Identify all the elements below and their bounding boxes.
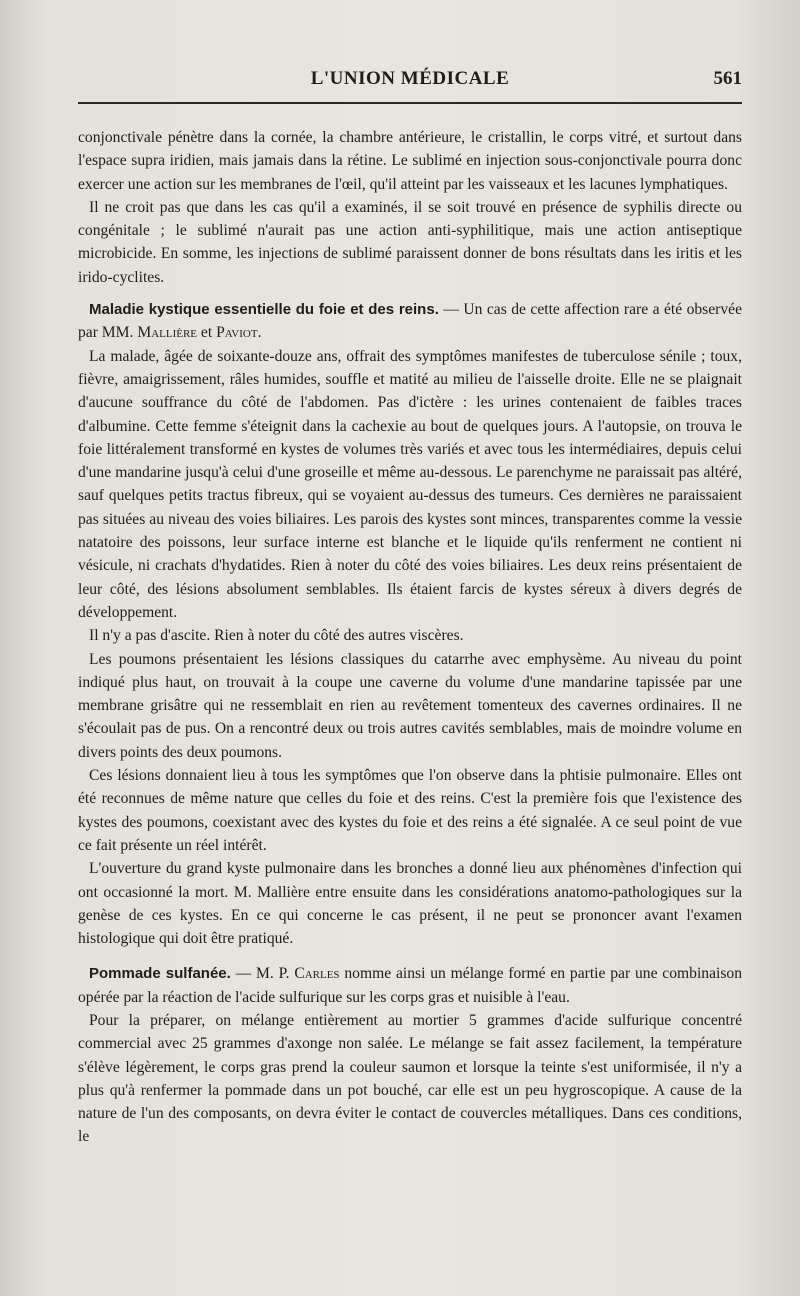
paragraph: La malade, âgée de soixante-douze ans, offrait des symptômes manifestes de tuberculose sénile ; toux, fièvre, amaigrissement, râles humides, souffle et matité au milieu de l'aisselle droite. Elle ne se plaignait d'aucune souffrance du côté de l'abdomen. Pas d'ictère : les urines contenaient de faibles traces d'albumine. Cette femme s'éteignit dans la cachexie au bout de quelques jours. A l'autopsie, on trouva le foie littéralement transformé en kystes de volumes très variés et avec tous les intermédiaires, depuis celui d'une mandarine jusqu'à celui d'une groseille et même au-dessous. Le parenchyme ne paraissait pas altéré, sauf quelques petits tractus fibreux, qui se voyaient au-dessus des tumeurs. Ces dernières ne paraissaient pas situées au niveau des voies biliaires. Les parois des kystes sont minces, transparentes comme la vessie natatoire des poissons, leur surface interne est blanche et le liquide qu'ils renferment ne contient ni vésicule, ni crachats d'hydatides. Rien à noter du côté des voies biliaires. Les deux reins présentaient de leur côté, des lésions absolument semblables. Ils étaient farcis de kystes séreux à divers degrés de développement.	[78, 347, 742, 621]
page-header	[78, 68, 742, 98]
paragraph: Les poumons présentaient les lésions classiques du catarrhe avec emphysème. Au niveau du point indiqué plus haut, on trouvait à la coupe une caverne du volume d'une mandarine tapissée par une membrane grisâtre qui ne ressemblait en rien au revêtement tomenteux des cavernes ordinaires. Il ne s'écoulait pas de pus. On a rencontré deux ou trois autres cavités semblables, mais de moindre volume en divers points des deux poumons.	[78, 650, 742, 761]
section-intro-text: — Un cas de cette affection rare a été observée par MM.	[78, 301, 742, 342]
section-intro-text: .	[257, 324, 262, 342]
section-intro	[78, 298, 742, 345]
author-name: Mallière	[137, 324, 198, 342]
author-name: Paviot	[216, 324, 258, 342]
header-rule	[78, 102, 742, 104]
running-title: L'UNION MÉDICALE	[310, 68, 510, 89]
paragraph: Ces lésions donnaient lieu à tous les symptômes que l'on observe dans la phtisie pulmonaire. Elles ont été reconnues de même nature que celles du foie et des reins. C'est la première fois que l'existence des kystes des poumons, coexistant avec des kystes du foie et des reins a été signalée. A ce seul point de vue ce fait présente un réel intérêt.	[78, 767, 742, 854]
section-heading: Maladie kystique essentielle du foie et des reins.	[89, 301, 439, 319]
author-name: Carles	[294, 965, 340, 983]
paragraph: Il n'y a pas d'ascite. Rien à noter du côté des autres viscères.	[89, 627, 464, 645]
section-intro-text: et	[197, 324, 217, 342]
paragraph: Il ne croit pas que dans les cas qu'il a examinés, il se soit trouvé en présence de syphilis directe ou congénitale ; le sublimé n'aurait pas une action anti-syphilitique, mais une action antiseptique microbicide. En somme, les injections de sublimé paraissent donner de bons résultats dans les iritis et les irido-cyclites.	[78, 198, 742, 286]
section-intro	[78, 962, 742, 1009]
paragraph: L'ouverture du grand kyste pulmonaire dans les bronches a donné lieu aux phénomènes d'infection qui ont occasionné la mort. M. Mallière entre ensuite dans les considérations anatomo-pathologiques sur la genèse de ces kystes. En ce qui concerne le cas présent, il ne peut se prononcer avant l'examen histologique qui doit être pratiqué.	[78, 860, 742, 948]
page-number: 561	[713, 68, 742, 89]
paragraph: Pour la préparer, on mélange entièrement au mortier 5 grammes d'acide sulfurique concentré commercial avec 25 grammes d'axonge non salée. Le mélange se fait assez facilement, la température s'élève légèrement, le corps gras prend la couleur saumon et lorsque la teinte s'est uniformisée, il n'y a plus qu'à renfermer la pommade dans un pot bouché, car elle est un peu hygroscopique. A cause de la nature de l'un des composants, on devra éviter le contact de couvercles métalliques. Dans ces conditions, le	[78, 1011, 742, 1146]
paragraph: conjonctivale pénètre dans la cornée, la chambre antérieure, le cristallin, le corps vitré, et surtout dans l'espace supra iridien, mais jamais dans la rétine. Le sublimé en injection sous-conjonctivale pourra donc exercer une action sur les membranes de l'œil, qu'il atteint par les vaisseaux et les lacunes lymphatiques.	[78, 129, 742, 193]
section-intro-text: — M. P.	[230, 965, 295, 983]
section-heading: Pommade sulfanée.	[89, 965, 231, 983]
section-intro-text: nomme ainsi un mélange formé en partie par une combinaison opérée par la réaction de l'acide sulfurique sur les corps gras et nuisible à l'eau.	[78, 965, 742, 1006]
article-body	[78, 126, 742, 1149]
